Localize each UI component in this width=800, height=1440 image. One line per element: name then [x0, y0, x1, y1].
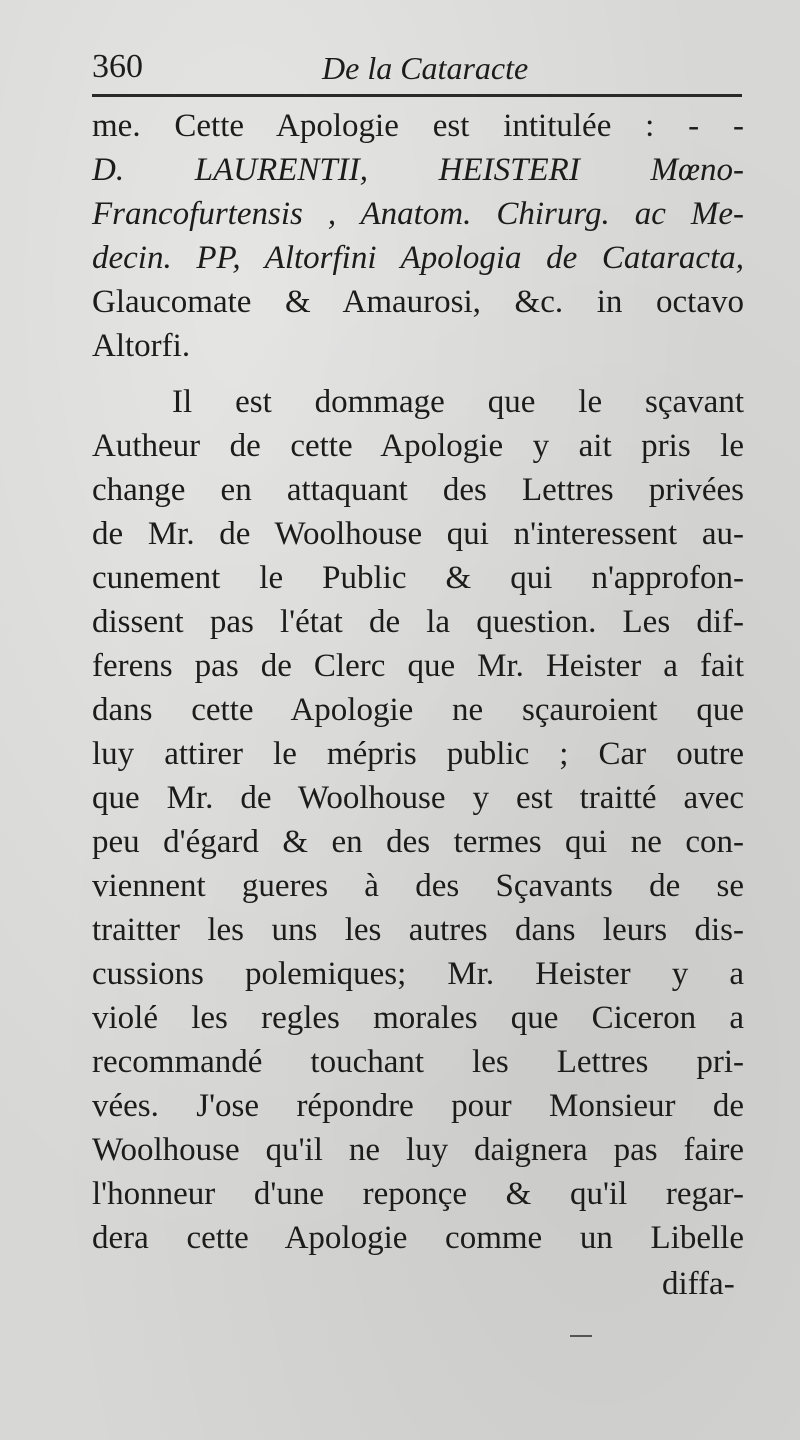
- running-head: De la Cataracte: [322, 50, 529, 86]
- text-line: Il est dommage que le sçavant: [172, 384, 744, 420]
- ink-mark: [570, 1335, 592, 1337]
- text-line: recommandé touchant les Lettres pri-: [92, 1044, 744, 1080]
- text-line: cunement le Public & qui n'approfon-: [92, 560, 744, 596]
- page-number: 360: [92, 48, 143, 85]
- text-line: Autheur de cette Apologie y ait pris le: [92, 428, 744, 464]
- text-line: ferens pas de Clerc que Mr. Heister a fait: [92, 648, 744, 684]
- text-line: decin. PP, Altorfini Apologia de Cataracta,: [92, 240, 744, 276]
- text-line: que Mr. de Woolhouse y est traitté avec: [92, 780, 744, 816]
- text-line: me. Cette Apologie est intitulée : - -: [92, 108, 744, 144]
- text-line: l'honneur d'une reponçe & qu'il regar-: [92, 1176, 744, 1212]
- text-line: peu d'égard & en des termes qui ne con-: [92, 824, 744, 860]
- text-line: D. LAURENTII, HEISTERI Mœno-: [92, 152, 744, 188]
- text-line: vées. J'ose répondre pour Monsieur de: [92, 1088, 744, 1124]
- header-rule: [92, 94, 742, 97]
- catchword: diffa-: [662, 1266, 735, 1302]
- text-line: Woolhouse qu'il ne luy daignera pas faire: [92, 1132, 744, 1168]
- text-line: Glaucomate & Amaurosi, &c. in octavo: [92, 284, 744, 320]
- text-line: luy attirer le mépris public ; Car outre: [92, 736, 744, 772]
- text-line: dera cette Apologie comme un Libelle: [92, 1220, 744, 1256]
- text-line: violé les regles morales que Ciceron a: [92, 1000, 744, 1036]
- text-line: cussions polemiques; Mr. Heister y a: [92, 956, 744, 992]
- text-line: dissent pas l'état de la question. Les dif-: [92, 604, 744, 640]
- text-line: de Mr. de Woolhouse qui n'interessent au-: [92, 516, 744, 552]
- text-line: dans cette Apologie ne sçauroient que: [92, 692, 744, 728]
- text-line: Francofurtensis , Anatom. Chirurg. ac Me-: [92, 196, 744, 232]
- text-line: change en attaquant des Lettres privées: [92, 472, 744, 508]
- text-line: viennent gueres à des Sçavants de se: [92, 868, 744, 904]
- page-header: [92, 44, 742, 94]
- text-line: Altorfi.: [92, 328, 191, 364]
- text-line: traitter les uns les autres dans leurs dis-: [92, 912, 744, 948]
